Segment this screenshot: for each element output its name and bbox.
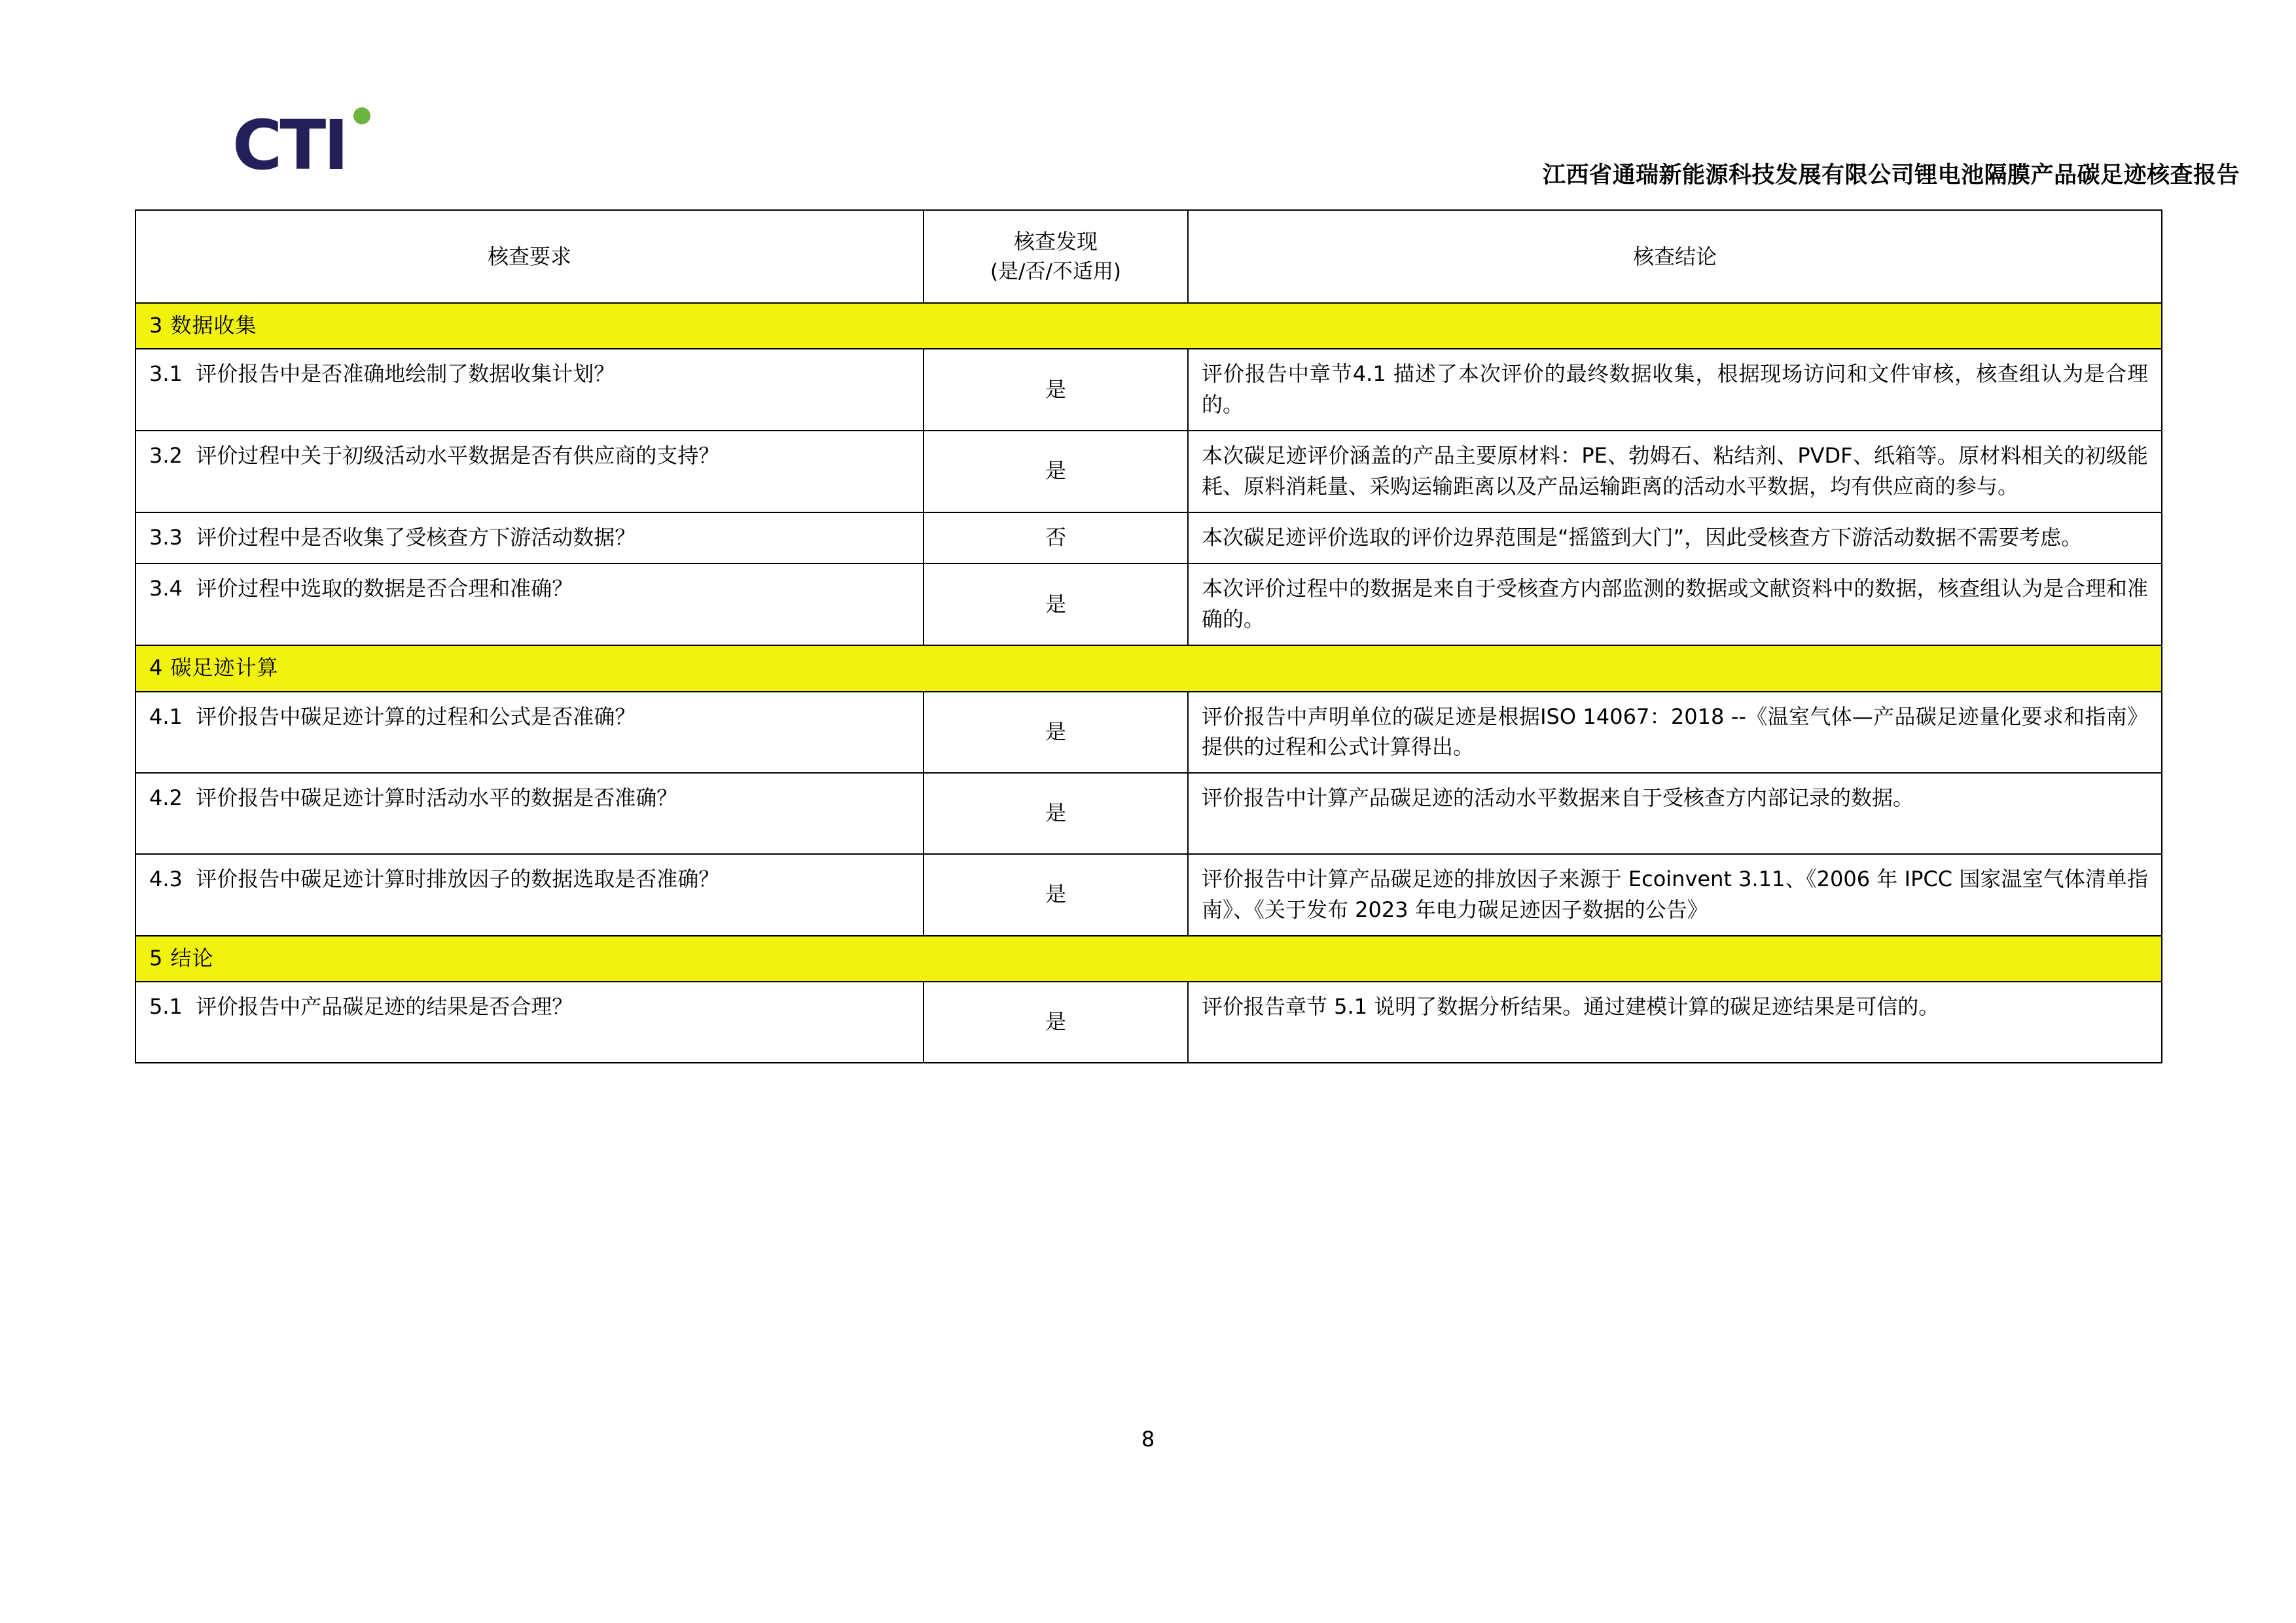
table-row [135,854,2162,936]
table-header-row [135,210,2162,303]
table-row [135,431,2162,512]
row-finding: 是 [924,982,1188,1063]
row-conclusion: 本次碳足迹评价选取的评价边界范围是“摇篮到大门”，因此受核查方下游活动数据不需要考虑。 [1188,512,2162,563]
column-header-finding [924,210,1188,303]
row-requirement: 4.3 评价报告中碳足迹计算时排放因子的数据选取是否准确？ [135,854,924,936]
table-row [135,982,2162,1063]
table-row [135,512,2162,563]
page-number: 8 [1141,1427,1155,1452]
row-finding: 是 [924,563,1188,645]
row-requirement: 3.2 评价过程中关于初级活动水平数据是否有供应商的支持？ [135,431,924,512]
row-finding: 否 [924,512,1188,563]
row-requirement: 4.2 评价报告中碳足迹计算时活动水平的数据是否准确？ [135,773,924,854]
column-header-finding-line1: 核查发现 [1013,229,1098,255]
row-requirement: 3.4 评价过程中选取的数据是否合理和准确？ [135,563,924,645]
row-conclusion: 评价报告中声明单位的碳足迹是根据ISO 14067：2018 --《温室气体—产品碳足迹量化要求和指南》提供的过程和公式计算得出。 [1188,692,2162,774]
table-row [135,349,2162,431]
row-conclusion: 评价报告中计算产品碳足迹的活动水平数据来自于受核查方内部记录的数据。 [1188,773,2162,854]
section-header-row [135,303,2162,349]
column-header-requirement: 核查要求 [135,210,924,303]
row-finding: 是 [924,773,1188,854]
row-finding: 是 [924,431,1188,512]
row-requirement: 3.3 评价过程中是否收集了受核查方下游活动数据？ [135,512,924,563]
verification-table-container [135,209,2161,1063]
row-conclusion: 评价报告中章节4.1 描述了本次评价的最终数据收集，根据现场访问和文件审核，核查组认为是合理的。 [1188,349,2162,431]
section-title-4: 4 碳足迹计算 [135,645,2162,691]
row-finding: 是 [924,349,1188,431]
document-header-title: 江西省通瑞新能源科技发展有限公司锂电池隔膜产品碳足迹核查报告 [1542,162,2240,188]
row-conclusion: 评价报告中计算产品碳足迹的排放因子来源于 Ecoinvent 3.11、《2006 年 IPCC 国家温室气体清单指南》、《关于发布 2023 年电力碳足迹因子数据的公告》 [1188,854,2162,936]
row-conclusion: 评价报告章节 5.1 说明了数据分析结果。通过建模计算的碳足迹结果是可信的。 [1188,982,2162,1063]
table-row [135,692,2162,774]
column-header-conclusion: 核查结论 [1188,210,2162,303]
section-title-3: 3 数据收集 [135,303,2162,349]
verification-table [135,209,2162,1063]
row-requirement: 4.1 评价报告中碳足迹计算的过程和公式是否准确？ [135,692,924,774]
section-title-5: 5 结论 [135,936,2162,982]
row-conclusion: 本次碳足迹评价涵盖的产品主要原材料：PE、勃姆石、粘结剂、PVDF、纸箱等。原材料相关的初级能耗、原料消耗量、采购运输距离以及产品运输距离的活动水平数据，均有供应商的参与。 [1188,431,2162,512]
table-row [135,563,2162,645]
cti-logo-text: CTI [232,105,346,185]
page-header [0,0,2296,196]
green-dot-icon [353,107,370,124]
section-header-row [135,645,2162,691]
row-finding: 是 [924,692,1188,774]
row-finding: 是 [924,854,1188,936]
cti-logo [232,105,383,185]
row-conclusion: 本次评价过程中的数据是来自于受核查方内部监测的数据或文献资料中的数据，核查组认为是合理和准确的。 [1188,563,2162,645]
column-header-finding-line2: (是/否/不适用) [990,259,1122,283]
section-header-row [135,936,2162,982]
row-requirement: 5.1 评价报告中产品碳足迹的结果是否合理？ [135,982,924,1063]
row-requirement: 3.1 评价报告中是否准确地绘制了数据收集计划？ [135,349,924,431]
table-row [135,773,2162,854]
